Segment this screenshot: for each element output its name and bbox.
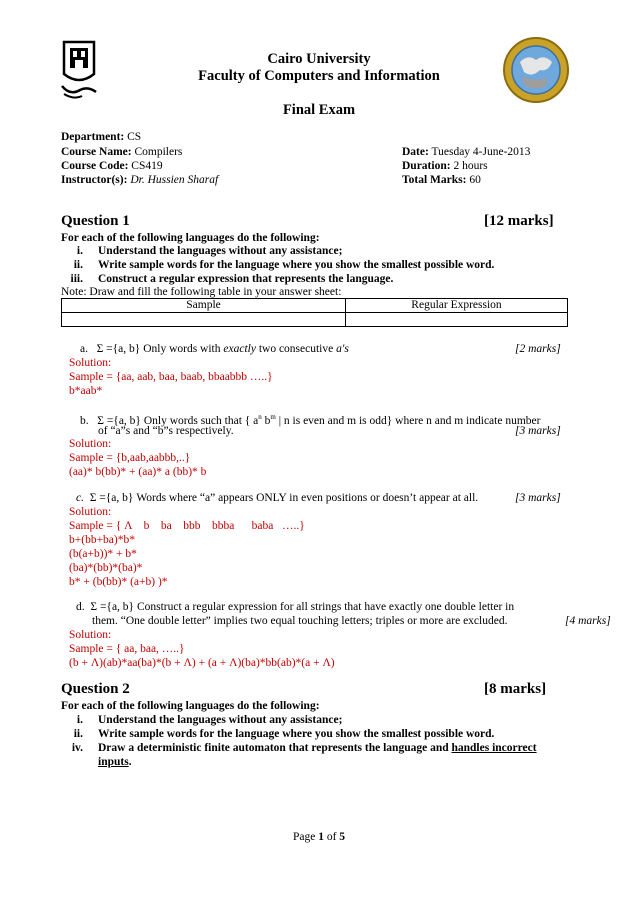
q1-intro: For each of the following languages do the following: [61,232,320,244]
q1-note: Note: Draw and fill the following table in your answer sheet: [61,286,342,298]
q2-item-num: i. [76,714,83,726]
q2-marks: [8 marks] [484,681,547,697]
course-code-row: Course Code: CS419 [61,160,163,172]
q2-item-num: ii. [73,728,83,740]
instructor-row: Instructor(s): Dr. Hussien Sharaf [61,174,219,186]
q2-item-num: iv. [71,742,83,754]
q2-item-text: Draw a deterministic finite automaton that represents the language and handles incorrect [98,742,537,754]
q1d-marks: [4 marks] [565,615,611,627]
table-cell [346,313,568,327]
q1-marks: [12 marks] [484,213,554,229]
q1c-regex-line: (b(a+b))* + b* [69,548,137,560]
q1a-marks: [2 marks] [515,343,561,355]
duration-row: Duration: 2 hours [402,160,488,172]
q2-title: Question 2 [61,681,130,697]
q1d-solution-label: Solution: [69,629,112,641]
q1-item-text: Write sample words for the language where you show the smallest possible word. [98,259,495,271]
total-marks-row: Total Marks: 60 [402,174,481,186]
q1-item-text: Construct a regular expression that represents the language. [98,273,394,285]
q1-item-num: ii. [73,259,83,271]
q1b-question-line2: of “a”s and “b”s respectively. [98,425,234,437]
faculty-name: Faculty of Computers and Information [198,68,440,84]
q1c-regex-line: (ba)*(bb)*(ba)* [69,562,143,574]
university-name: Cairo University [267,51,371,67]
q1c-regex-line: b* + (b(bb)* (a+b) )* [69,576,168,588]
page-footer: Page 1 of 5 [292,831,346,843]
q2-intro: For each of the following languages do the following: [61,700,320,712]
q2-item-text-line2: inputs. [98,756,132,768]
q1-title: Question 1 [61,213,130,229]
q1a-solution-label: Solution: [69,357,112,369]
exam-title: Final Exam [282,102,356,118]
q1c-regex-line: b+(bb+ba)*b* [69,534,135,546]
q1c-marks: [3 marks] [515,492,561,504]
table-header-regex: Regular Expression [346,299,568,313]
q1-item-num: iii. [70,273,83,285]
q1-item-num: i. [76,245,83,257]
answer-table [61,298,568,327]
q1a-sample: Sample = {aa, aab, baa, baab, bbaabbb …..} [69,371,273,383]
table-cell [62,313,346,327]
q1d-question: d. Σ ={a, b} Construct a regular expression for all strings that have exactly one double letter in [76,601,515,613]
q1b-question: b. Σ ={a, b} Only words such that { $a^n$ $b^m$ | n is even and m is odd} where n and m indicate number [80,413,541,427]
q1d-question-line2: them. “One double letter” implies two equal touching letters; triples or more are excluded. [92,615,508,627]
q1b-solution-label: Solution: [69,438,112,450]
q2-item-text: Write sample words for the language where you show the smallest possible word. [98,728,495,740]
q1b-marks: [3 marks] [515,425,561,437]
q1-item-text: Understand the languages without any assistance; [98,245,343,257]
date-row: Date: Tuesday 4-June-2013 [402,146,531,158]
q1b-regex: (aa)* b(bb)* + (aa)* a (bb)* b [69,466,207,478]
department-row: Department: CS [61,131,142,143]
course-name-row: Course Name: Compilers [61,146,183,158]
q2-item-text: Understand the languages without any assistance; [98,714,343,726]
q1a-regex: b*aab* [69,385,103,397]
q1a-question: a. Σ ={a, b} Only words with exactly two consecutive a's [80,343,349,355]
table-header-sample: Sample [62,299,346,313]
q1b-sample: Sample = {b,aab,aabbb,..} [69,452,191,464]
q1c-sample: Sample = { Λ b ba bbb bbba baba …..} [69,520,305,532]
q1c-question: c. Σ ={a, b} Words where “a” appears ONLY in even positions or doesn’t appear at all. [76,492,479,504]
q1c-solution-label: Solution: [69,506,112,518]
q1d-regex: (b + Λ)(ab)*aa(ba)*(b + Λ) + (a + Λ)(ba)*bb(ab)*(a + Λ) [69,657,335,669]
q1d-sample: Sample = { aa, baa, …..} [69,643,185,655]
